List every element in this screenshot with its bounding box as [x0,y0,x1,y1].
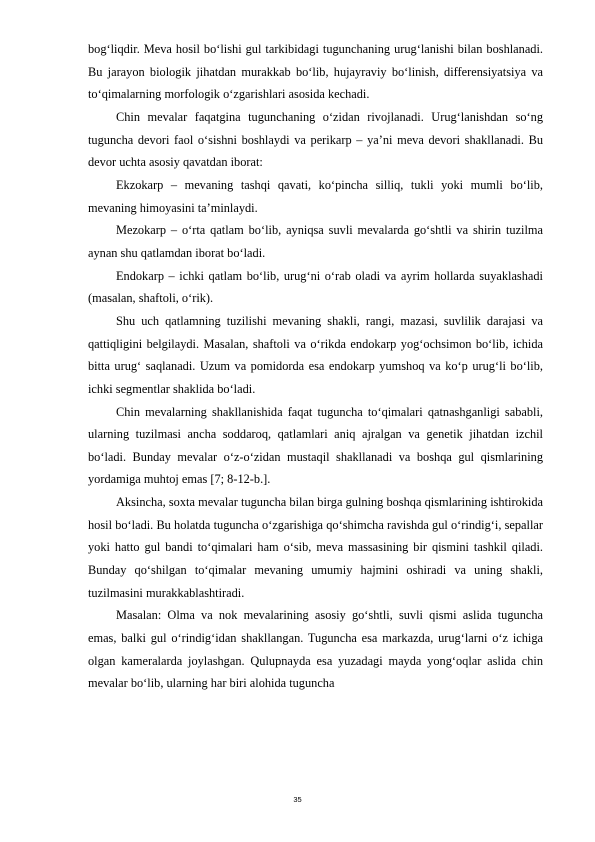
paragraph-continuation: bog‘liqdir. Meva hosil bo‘lishi gul tarkibidagi tugunchaning urug‘lanishi bilan boshlanadi. Bu jarayon biologik jihatdan murakkab bo‘lib, hujayraviy bo‘linish, differensiyatsiya va to‘qimalarning morfologik o‘zgarishlari asosida kechadi. [88,42,543,102]
page-body [88,38,543,695]
paragraph-mesocarp: Mezokarp – o‘rta qatlam bo‘lib, ayniqsa suvli mevalarda go‘shtli va shirin tuzilma aynan shu qatlamdan iborat bo‘ladi. [88,223,543,260]
paragraph-examples: Masalan: Olma va nok mevalarining asosiy go‘shtli, suvli qismi aslida tuguncha emas, balki gul o‘rindig‘idan shakllangan. Tuguncha esa markazda, urug‘larni o‘z ichiga olgan kameralarda joylashgan. Qulupnayda esa yuzadagi mayda yong‘oqlar aslida chin mevalar bo‘lib, ularning har biri alohida tuguncha [88,608,543,691]
paragraph-exocarp: Ekzokarp – mevaning tashqi qavati, ko‘pincha silliq, tukli yoki mumli bo‘lib, mevaning himoyasini ta’minlaydi. [88,177,543,215]
paragraph-true-fruits: Chin mevalar faqatgina tugunchaning o‘zidan rivojlanadi. Urug‘lanishdan so‘ng tuguncha devori faol o‘sishni boshlaydi va perikarp – ya’ni meva devori shakllanadi. Bu devor uchta asosiy qavatdan iborat: [88,109,543,170]
paragraph-true-fruit-formation: Chin mevalarning shakllanishida faqat tuguncha to‘qimalari qatnashganligi sababli, ularning tuzilmasi ancha soddaroq, qatlamlari aniq ajralgan va genetik jihatdan izchil bo‘ladi. Bunday mevalar o‘z-o‘zidan mustaqil shakllanadi va boshqa gul qismlarining yordamiga muhtoj emas [7; 8-12-b.]. [88,404,543,487]
paragraph-false-fruits: Aksincha, soxta mevalar tuguncha bilan birga gulning boshqa qismlarining ishtirokida hosil bo‘ladi. Bu holatda tuguncha o‘zgarishiga qo‘shimcha ravishda gul o‘rindig‘i, sepallar yoki hatto gul bandi to‘qimalari ham o‘sib, meva massasining bir qismini tashkil qiladi. Bunday qo‘shilgan to‘qimalar mevaning umumiy hajmini oshiradi va uning shakli, tuzilmasini murakkablashtiradi. [88,495,543,600]
page-number: 35 [293,795,302,804]
paragraph-endocarp: Endokarp – ichki qatlam bo‘lib, urug‘ni o‘rab oladi va ayrim hollarda suyaklashadi (masalan, shaftoli, o‘rik). [88,268,543,306]
paragraph-three-layers: Shu uch qatlamning tuzilishi mevaning shakli, rangi, mazasi, suvlilik darajasi va qattiqligini belgilaydi. Masalan, shaftoli va o‘rikda endokarp yog‘ochsimon bo‘lib, ichida bitta urug‘ saqlanadi. Uzum va pomidorda esa endokarp yumshoq va ko‘p urug‘li bo‘lib, ichki segmentlar shaklida bo‘ladi. [88,313,543,396]
